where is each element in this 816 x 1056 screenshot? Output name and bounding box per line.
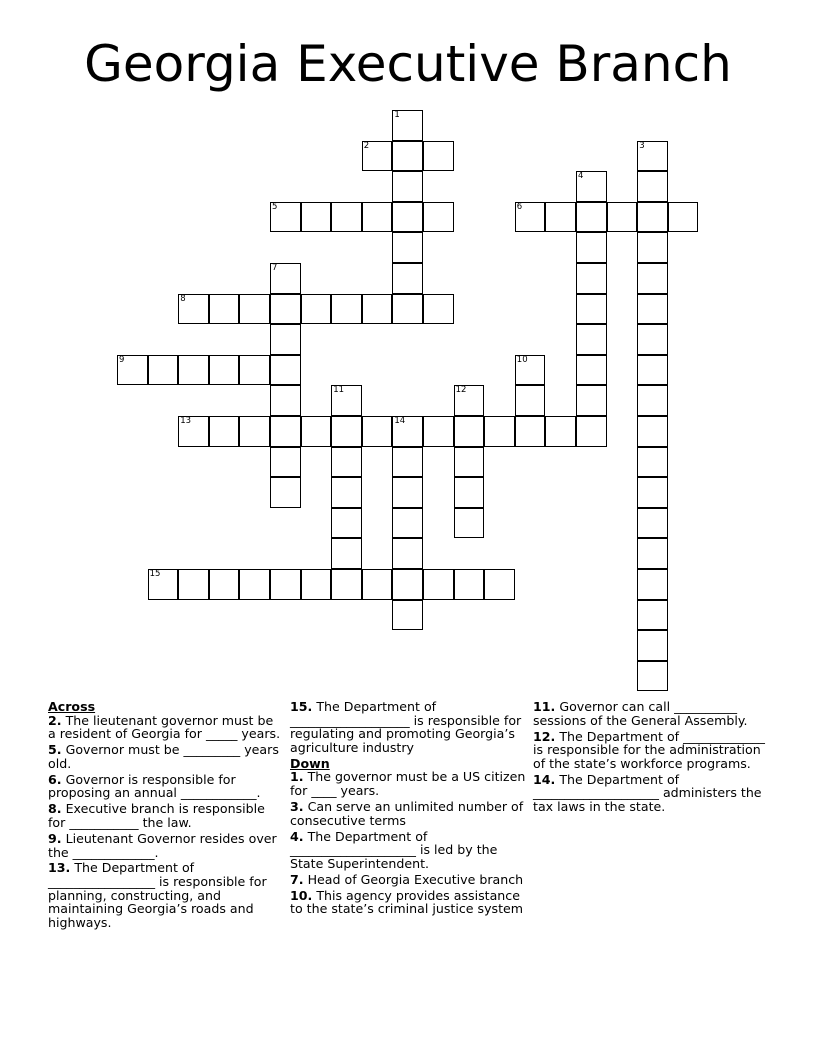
clue-item <box>290 830 526 871</box>
grid-cell[interactable] <box>576 416 607 447</box>
grid-cell[interactable] <box>301 202 332 233</box>
clue-num: 8. <box>48 801 62 817</box>
grid-cell[interactable] <box>270 355 301 386</box>
clue-num: 4. <box>290 828 304 844</box>
grid-cell[interactable] <box>576 263 607 294</box>
clue-item <box>48 773 284 800</box>
clue-text: Governor is responsible for proposing an annual ____________. <box>48 771 261 801</box>
clue-text: This agency provides assistance to the state’s criminal justice system <box>290 887 524 917</box>
clue-num: 6. <box>48 771 62 787</box>
grid-cell[interactable] <box>515 385 546 416</box>
clue-item <box>290 700 526 754</box>
grid-cell[interactable] <box>270 447 301 478</box>
clue-num: 7. <box>290 871 304 887</box>
grid-cell[interactable] <box>301 294 332 325</box>
grid-cell[interactable] <box>270 324 301 355</box>
clue-num: 1. <box>290 769 304 785</box>
grid-cell[interactable] <box>423 202 454 233</box>
grid-cell[interactable] <box>209 294 240 325</box>
grid-cell[interactable] <box>637 263 668 294</box>
clue-number: 9 <box>119 354 125 365</box>
clue-item <box>48 861 284 929</box>
grid-cell[interactable] <box>392 477 423 508</box>
clue-item <box>48 802 284 829</box>
clue-number: 7 <box>272 263 278 273</box>
grid-cell[interactable] <box>270 416 301 447</box>
grid-cell[interactable] <box>270 294 301 325</box>
grid-cell[interactable] <box>637 569 668 600</box>
grid-cell[interactable] <box>239 294 270 325</box>
clue-text: The governor must be a US citizen for ____ years. <box>290 769 526 798</box>
grid-cell[interactable] <box>392 294 423 325</box>
grid-cell[interactable] <box>331 538 362 569</box>
grid-cell[interactable] <box>148 355 179 386</box>
grid-cell[interactable] <box>331 569 362 600</box>
grid-cell[interactable] <box>178 416 209 447</box>
clue-number: 1 <box>394 110 400 120</box>
grid-cell[interactable] <box>331 202 362 233</box>
clue-text: Head of Georgia Executive branch <box>303 871 524 887</box>
clue-num: 3. <box>290 798 304 814</box>
grid-cell[interactable] <box>637 294 668 325</box>
clue-text: Can serve an unlimited number of consecutive terms <box>290 798 524 828</box>
clue-text: The Department of ____________________ administers the tax laws in the state. <box>533 771 762 814</box>
grid-cell[interactable] <box>392 416 423 447</box>
grid-cell[interactable] <box>362 202 393 233</box>
grid-cell[interactable] <box>209 416 240 447</box>
grid-cell[interactable] <box>576 324 607 355</box>
clue-text: The Department of ___________________ is responsible for regulating and promoting Georgia’s agriculture industry <box>290 699 522 755</box>
clue-item <box>48 714 284 741</box>
right-clues-column <box>533 700 769 816</box>
grid-cell[interactable] <box>178 294 209 325</box>
grid-cell[interactable] <box>515 355 546 386</box>
grid-cell[interactable] <box>392 263 423 294</box>
clue-item <box>290 800 526 827</box>
clue-item <box>533 773 769 814</box>
clue-text: Lieutenant Governor resides over the _____________. <box>48 830 277 860</box>
clue-number: 3 <box>639 140 645 151</box>
grid-cell[interactable] <box>484 416 515 447</box>
clue-item <box>48 832 284 859</box>
grid-cell[interactable] <box>331 508 362 539</box>
grid-cell[interactable] <box>576 232 607 263</box>
grid-cell[interactable] <box>576 202 607 233</box>
grid-cell[interactable] <box>392 171 423 202</box>
grid-cell[interactable] <box>637 416 668 447</box>
grid-cell[interactable] <box>331 385 362 416</box>
grid-cell[interactable] <box>392 141 423 172</box>
across-heading: Across <box>48 699 96 714</box>
middle-clues-column <box>290 700 526 918</box>
across-clues-column <box>48 700 284 932</box>
grid-cell[interactable] <box>454 416 485 447</box>
clue-item <box>533 730 769 771</box>
grid-cell[interactable] <box>576 294 607 325</box>
down-heading: Down <box>290 755 330 771</box>
grid-cell[interactable] <box>423 569 454 600</box>
grid-cell[interactable] <box>117 355 148 386</box>
grid-cell[interactable] <box>637 538 668 569</box>
grid-cell[interactable] <box>392 232 423 263</box>
grid-cell[interactable] <box>301 416 332 447</box>
clue-number: 13 <box>180 416 192 426</box>
clue-num: 9. <box>48 830 62 846</box>
grid-cell[interactable] <box>270 477 301 508</box>
grid-cell[interactable] <box>454 569 485 600</box>
clue-number: 14 <box>394 416 406 426</box>
grid-cell[interactable] <box>331 447 362 478</box>
clue-text: The Department of _____________ is responsible for the administration of the state’s workforce programs. <box>533 728 765 771</box>
clue-item <box>290 770 526 797</box>
grid-cell[interactable] <box>637 324 668 355</box>
grid-cell[interactable] <box>362 141 393 172</box>
grid-cell[interactable] <box>515 202 546 233</box>
clue-num: 12. <box>533 728 556 744</box>
clue-num: 13. <box>48 860 71 876</box>
clue-num: 5. <box>48 742 62 758</box>
grid-cell[interactable] <box>423 416 454 447</box>
clue-number: 2 <box>363 140 370 151</box>
clue-text: Executive branch is responsible for ___________ the law. <box>48 801 265 830</box>
page-title: Georgia Executive Branch <box>84 35 732 93</box>
grid-cell[interactable] <box>423 141 454 172</box>
clue-item <box>290 889 526 916</box>
grid-cell[interactable] <box>454 447 485 478</box>
grid-cell[interactable] <box>576 385 607 416</box>
grid-cell[interactable] <box>148 569 179 600</box>
grid-cell[interactable] <box>331 294 362 325</box>
grid-cell[interactable] <box>637 202 668 233</box>
grid-cell[interactable] <box>454 385 485 416</box>
clue-item <box>48 743 284 770</box>
grid-cell[interactable] <box>454 508 485 539</box>
grid-cell[interactable] <box>392 538 423 569</box>
grid-cell[interactable] <box>637 171 668 202</box>
grid-cell[interactable] <box>301 569 332 600</box>
grid-cell[interactable] <box>545 416 576 447</box>
grid-cell[interactable] <box>637 141 668 172</box>
grid-cell[interactable] <box>454 477 485 508</box>
clue-number: 15 <box>149 569 161 579</box>
grid-cell[interactable] <box>576 171 607 202</box>
grid-cell[interactable] <box>607 202 638 233</box>
clue-num: 2. <box>48 712 62 728</box>
grid-cell[interactable] <box>392 202 423 233</box>
grid-cell[interactable] <box>392 600 423 631</box>
clue-number: 8 <box>180 293 186 304</box>
grid-cell[interactable] <box>637 355 668 386</box>
grid-cell[interactable] <box>668 202 699 233</box>
grid-cell[interactable] <box>239 569 270 600</box>
grid-cell[interactable] <box>178 355 209 386</box>
grid-cell[interactable] <box>637 600 668 631</box>
grid-cell[interactable] <box>331 477 362 508</box>
clue-num: 14. <box>533 771 556 787</box>
clue-number: 4 <box>578 171 584 182</box>
grid-cell[interactable] <box>362 569 393 600</box>
grid-cell[interactable] <box>331 416 362 447</box>
grid-cell[interactable] <box>270 385 301 416</box>
grid-cell[interactable] <box>362 416 393 447</box>
clue-item <box>290 873 526 887</box>
grid-cell[interactable] <box>637 661 668 692</box>
grid-cell[interactable] <box>209 355 240 386</box>
grid-cell[interactable] <box>178 569 209 600</box>
grid-cell[interactable] <box>270 263 301 294</box>
grid-cell[interactable] <box>209 569 240 600</box>
clue-item <box>533 700 769 727</box>
grid-cell[interactable] <box>392 447 423 478</box>
grid-cell[interactable] <box>637 508 668 539</box>
clue-number: 6 <box>516 201 523 212</box>
grid-cell[interactable] <box>637 447 668 478</box>
clue-num: 11. <box>533 699 556 714</box>
clue-num: 15. <box>290 699 313 714</box>
grid-cell[interactable] <box>239 416 270 447</box>
grid-cell[interactable] <box>239 355 270 386</box>
clue-text: Governor can call __________ sessions of the General Assembly. <box>533 699 748 728</box>
clue-text: The Department of ____________________ is led by the State Superintendent. <box>290 828 498 871</box>
clue-num: 10. <box>290 887 313 903</box>
grid-cell[interactable] <box>637 630 668 661</box>
clue-number: 5 <box>272 201 278 212</box>
grid-cell[interactable] <box>270 202 301 233</box>
clue-number: 11 <box>333 385 345 396</box>
grid-cell[interactable] <box>637 385 668 416</box>
grid-cell[interactable] <box>392 110 423 141</box>
grid-cell[interactable] <box>545 202 576 233</box>
grid-cell[interactable] <box>637 477 668 508</box>
grid-cell[interactable] <box>576 355 607 386</box>
grid-cell[interactable] <box>484 569 515 600</box>
grid-cell[interactable] <box>392 508 423 539</box>
clue-text: Governor must be _________ years old. <box>48 742 279 771</box>
clue-text: The Department of _________________ is responsible for planning, constructing, and maintaining Georgia’s roads and highways. <box>48 860 267 930</box>
grid-cell[interactable] <box>515 416 546 447</box>
clue-text: The lieutenant governor must be a resident of Georgia for _____ years. <box>48 712 281 742</box>
grid-cell[interactable] <box>637 232 668 263</box>
grid-cell[interactable] <box>423 294 454 325</box>
grid-cell[interactable] <box>362 294 393 325</box>
grid-cell[interactable] <box>270 569 301 600</box>
grid-cell[interactable] <box>392 569 423 600</box>
clue-number: 12 <box>455 385 467 396</box>
clue-number: 10 <box>516 354 528 365</box>
